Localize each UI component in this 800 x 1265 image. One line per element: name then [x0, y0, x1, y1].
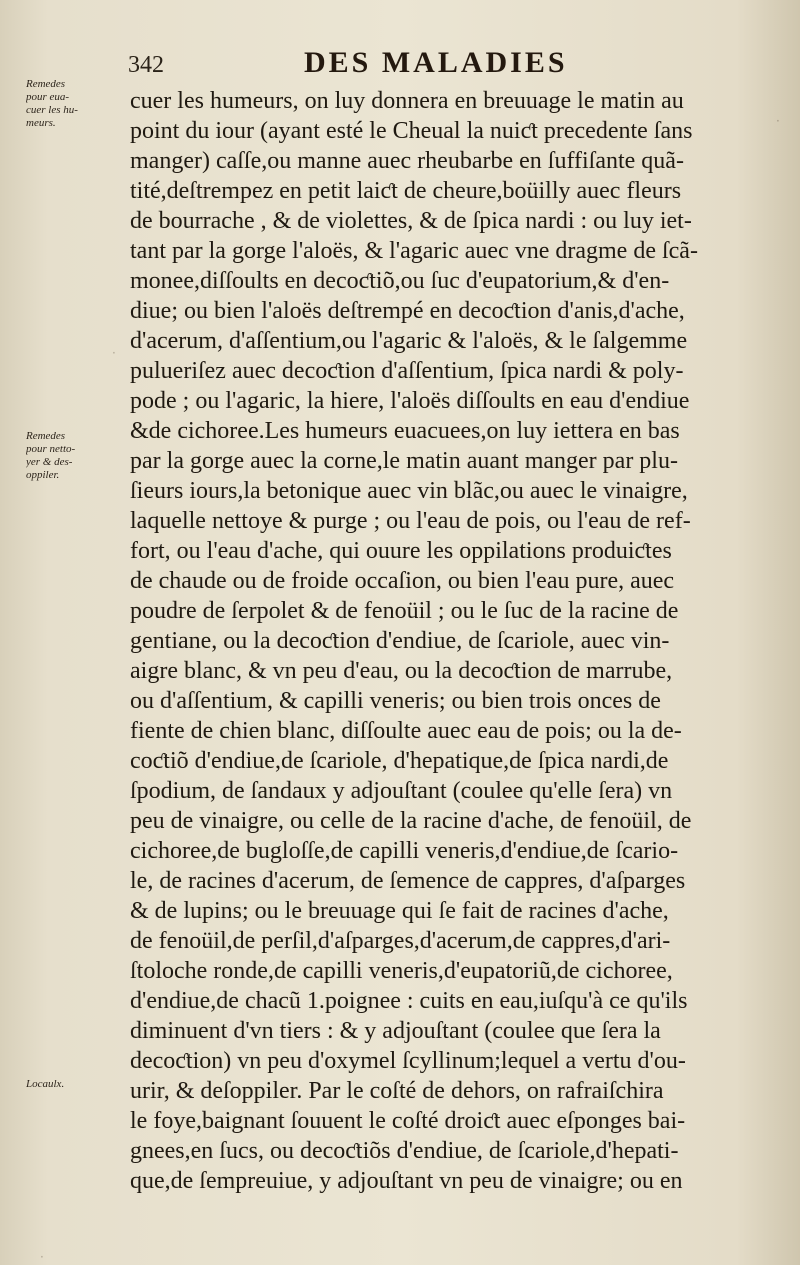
- text-line: de bourrache , & de violettes, & de ſpica nardi : ou luy iet-: [130, 208, 692, 234]
- margin-note-remedes-nettoyer: [26, 430, 126, 482]
- margin-note-line: Remedes: [26, 430, 66, 442]
- text-line: gentiane, ou la decoƈtion d'endiue, de ſcariole, auec vin-: [130, 628, 670, 654]
- margin-note-line: cuer les hu-: [26, 104, 78, 116]
- text-line: le, de racines d'acerum, de ſemence de cappres, d'aſparges: [130, 868, 686, 894]
- text-line: cichoree,de bugloſſe,de capilli veneris,d'endiue,de ſcario-: [130, 838, 679, 864]
- text-line: manger) caſſe,ou manne auec rheubarbe en ſuffiſante quã-: [130, 148, 684, 174]
- text-line: d'endiue,de chacũ 1.poignee : cuits en eau,iuſqu'à ce qu'ils: [130, 988, 688, 1014]
- text-line: par la gorge auec la corne,le matin auant manger par plu-: [130, 448, 678, 474]
- text-line: aigre blanc, & vn peu d'eau, ou la decoƈtion de marrube,: [130, 658, 673, 684]
- margin-note-line: Locaulx.: [26, 1078, 65, 1090]
- text-line: le foye,baignant ſouuent le coſté droiƈt auec eſponges bai-: [130, 1108, 686, 1134]
- text-line: laquelle nettoye & purge ; ou l'eau de pois, ou l'eau de ref-: [130, 508, 691, 534]
- text-line: ſpodium, de ſandaux y adjouſtant (coulee qu'elle ſera) vn: [130, 778, 673, 804]
- text-line: ſtoloche ronde,de capilli veneris,d'eupatoriũ,de cichoree,: [130, 958, 673, 984]
- text-line: pulueriſez auec decoƈtion d'aſſentium, ſpica nardi & poly-: [130, 358, 684, 384]
- margin-note-remedes-evacuer: [26, 78, 126, 130]
- text-line: peu de vinaigre, ou celle de la racine d'ache, de fenoüil, de: [130, 808, 692, 834]
- text-line: tité,deſtrempez en petit laiƈt de cheure,boüilly auec fleurs: [130, 178, 682, 204]
- margin-note-line: meurs.: [26, 117, 56, 129]
- text-line: urir, & deſoppiler. Par le coſté de dehors, on rafraiſchira: [130, 1078, 664, 1104]
- text-line: de fenoüil,de perſil,d'aſparges,d'acerum,de cappres,d'ari-: [130, 928, 671, 954]
- text-line: &de cichoree.Les humeurs euacuees,on luy iettera en bas: [130, 418, 680, 444]
- text-line: decoƈtion) vn peu d'oxymel ſcyllinum;lequel a vertu d'ou-: [130, 1048, 686, 1074]
- text-line: de chaude ou de froide occaſion, ou bien l'eau pure, auec: [130, 568, 675, 594]
- text-line: monee,diſſoults en decoƈtiõ,ou ſuc d'eupatorium,& d'en-: [130, 268, 670, 294]
- running-title: DES MALADIES: [304, 46, 568, 79]
- text-line: que,de ſempreuiue, y adjouſtant vn peu de vinaigre; ou en: [130, 1168, 683, 1194]
- margin-note-locaulx: [26, 1078, 126, 1091]
- margin-note-line: Remedes: [26, 78, 66, 90]
- text-line: cuer les humeurs, on luy donnera en breuuage le matin au: [130, 88, 684, 114]
- ink-speck: ·: [40, 1250, 44, 1264]
- ink-speck: ·: [112, 346, 116, 360]
- text-line: tant par la gorge l'aloës, & l'agaric auec vne dragme de ſcã-: [130, 238, 698, 264]
- text-line: coƈtiõ d'endiue,de ſcariole, d'hepatique,de ſpica nardi,de: [130, 748, 669, 774]
- page-number: 342: [128, 52, 164, 78]
- text-line: pode ; ou l'agaric, la hiere, l'aloës diſſoults en eau d'endiue: [130, 388, 690, 414]
- text-line: diminuent d'vn tiers : & y adjouſtant (coulee que ſera la: [130, 1018, 661, 1044]
- margin-note-line: pour netto-: [26, 443, 76, 455]
- text-line: gnees,en ſucs, ou decoƈtiõs d'endiue, de ſcariole,d'hepati-: [130, 1138, 679, 1164]
- main-text-block: [130, 86, 762, 1196]
- ink-speck: ·: [776, 114, 780, 128]
- page-header: [120, 42, 760, 82]
- text-line: ou d'aſſentium, & capilli veneris; ou bien trois onces de: [130, 688, 661, 714]
- text-line: fort, ou l'eau d'ache, qui ouure les oppilations produiƈtes: [130, 538, 672, 564]
- text-line: d'acerum, d'aſſentium,ou l'agaric & l'aloës, & le ſalgemme: [130, 328, 688, 354]
- text-line: & de lupins; ou le breuuage qui ſe fait de racines d'ache,: [130, 898, 669, 924]
- text-line: poudre de ſerpolet & de fenoüil ; ou le ſuc de la racine de: [130, 598, 679, 624]
- text-line: ſieurs iours,la betonique auec vin blãc,ou auec le vinaigre,: [130, 478, 688, 504]
- text-line: fiente de chien blanc, diſſoulte auec eau de pois; ou la de-: [130, 718, 682, 744]
- margin-note-line: pour eua-: [26, 91, 70, 103]
- margin-note-line: oppiler.: [26, 469, 60, 481]
- text-line: diue; ou bien l'aloës deſtrempé en decoƈtion d'anis,d'ache,: [130, 298, 685, 324]
- text-line: point du iour (ayant esté le Cheual la nuiƈt precedente ſans: [130, 118, 693, 144]
- margin-note-line: yer & des-: [26, 456, 73, 468]
